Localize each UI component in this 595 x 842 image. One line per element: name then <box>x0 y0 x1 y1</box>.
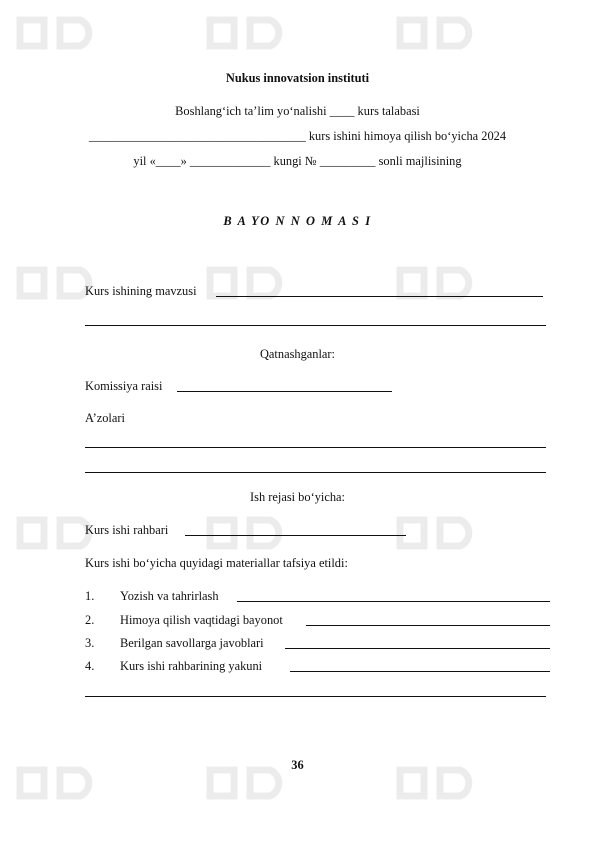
item-fill-line <box>306 625 550 626</box>
topic-label: Kurs ishining mavzusi <box>85 284 197 298</box>
chair-fill-line <box>177 391 392 392</box>
members-fill-line-2 <box>85 472 546 473</box>
closing-fill-line <box>85 696 546 697</box>
members-fill-line-1 <box>85 447 546 448</box>
materials-intro: Kurs ishi bo‘yicha quyidagi materiallar tafsiya etildi: <box>85 556 348 570</box>
item-label: Berilgan savollarga javoblari <box>120 636 264 650</box>
header-line-3: yil «____» _____________ kungi № _________ sonli majlisining <box>133 154 462 168</box>
supervisor-label: Kurs ishi rahbari <box>85 523 169 537</box>
topic-fill-line-2 <box>85 325 546 326</box>
header-line-2: ___________________________________ kurs ishini himoya qilish bo‘yicha 2024 <box>88 129 507 143</box>
header-line-1: Boshlang‘ich ta’lim yo‘nalishi ____ kurs talabasi <box>175 104 420 118</box>
item-label: Kurs ishi rahbarining yakuni <box>120 659 263 673</box>
item-fill-line <box>237 601 550 602</box>
item-label: Himoya qilish vaqtidagi bayonot <box>120 613 283 627</box>
item-number: 1. <box>85 589 95 603</box>
participants-heading: Qatnashganlar: <box>259 347 335 361</box>
institute-name: Nukus innovatsion instituti <box>225 71 370 85</box>
document-title: B A YO N N O M A S I <box>223 214 372 228</box>
item-number: 2. <box>85 613 95 627</box>
item-fill-line <box>285 648 550 649</box>
plan-heading: Ish rejasi bo‘yicha: <box>250 490 345 504</box>
topic-fill-line <box>216 296 543 297</box>
page-number: 36 <box>291 758 304 772</box>
item-label: Yozish va tahrirlash <box>120 589 219 603</box>
item-fill-line <box>290 671 550 672</box>
supervisor-fill-line <box>185 535 406 536</box>
item-number: 3. <box>85 636 95 650</box>
members-label: A’zolari <box>85 411 125 425</box>
chair-label: Komissiya raisi <box>85 379 163 393</box>
item-number: 4. <box>85 659 95 673</box>
